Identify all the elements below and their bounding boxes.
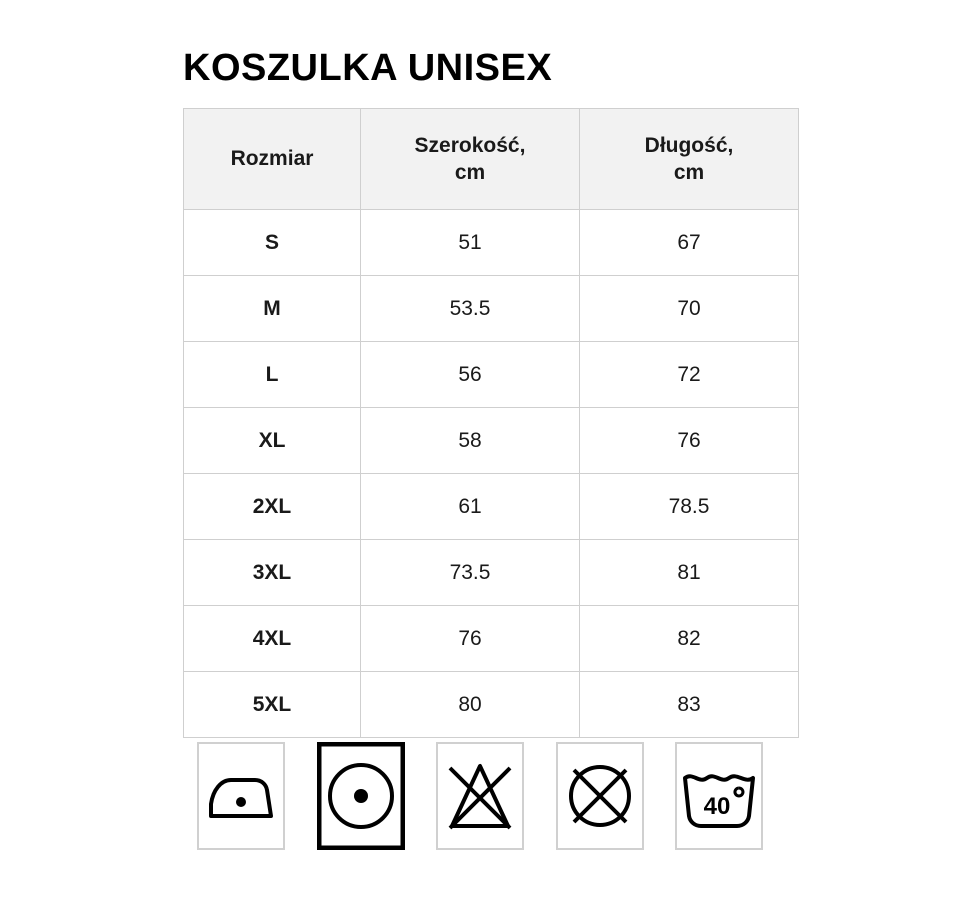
- cell-width: 76: [361, 606, 580, 672]
- cell-size: L: [184, 342, 361, 408]
- column-header-length-line1: Długość,: [644, 133, 734, 157]
- wash-40-degrees-icon: [675, 742, 763, 850]
- cell-length: 70: [580, 276, 799, 342]
- table-row: [184, 342, 799, 408]
- table-row: [184, 606, 799, 672]
- cell-width: 61: [361, 474, 580, 540]
- column-header-length: [580, 109, 799, 210]
- table-row: [184, 474, 799, 540]
- cell-width: 51: [361, 210, 580, 276]
- table-header: [184, 109, 799, 210]
- table-body: [184, 210, 799, 738]
- cell-length: 81: [580, 540, 799, 606]
- cell-width: 80: [361, 672, 580, 738]
- cell-length: 82: [580, 606, 799, 672]
- cell-length: 83: [580, 672, 799, 738]
- table-header-row: [184, 109, 799, 210]
- care-symbols-row: [197, 742, 763, 850]
- column-header-size-line1: Rozmiar: [230, 147, 314, 171]
- cell-size: M: [184, 276, 361, 342]
- table-row: [184, 672, 799, 738]
- size-table: [183, 108, 799, 738]
- cell-width: 53.5: [361, 276, 580, 342]
- cell-size: S: [184, 210, 361, 276]
- wash-temperature-label: 40: [703, 793, 731, 820]
- cell-length: 67: [580, 210, 799, 276]
- cell-size: 3XL: [184, 540, 361, 606]
- column-header-width-line1: Szerokość,: [414, 133, 526, 157]
- table-row: [184, 210, 799, 276]
- column-header-size: [184, 109, 361, 210]
- page-title: KOSZULKA UNISEX: [183, 47, 553, 89]
- tumble-dry-normal-icon: [317, 742, 405, 850]
- cell-size: 4XL: [184, 606, 361, 672]
- table-row: [184, 276, 799, 342]
- cell-size: 2XL: [184, 474, 361, 540]
- table-row: [184, 408, 799, 474]
- cell-length: 76: [580, 408, 799, 474]
- iron-one-dot-icon: [197, 742, 285, 850]
- cell-width: 58: [361, 408, 580, 474]
- column-header-width-line2: cm: [454, 161, 486, 184]
- column-header-width: [361, 109, 580, 210]
- column-header-length-line2: cm: [673, 161, 705, 184]
- cell-width: 56: [361, 342, 580, 408]
- cell-length: 78.5: [580, 474, 799, 540]
- table-row: [184, 540, 799, 606]
- do-not-bleach-icon: [436, 742, 524, 850]
- cell-size: 5XL: [184, 672, 361, 738]
- cell-size: XL: [184, 408, 361, 474]
- cell-length: 72: [580, 342, 799, 408]
- cell-width: 73.5: [361, 540, 580, 606]
- do-not-dry-clean-icon: [556, 742, 644, 850]
